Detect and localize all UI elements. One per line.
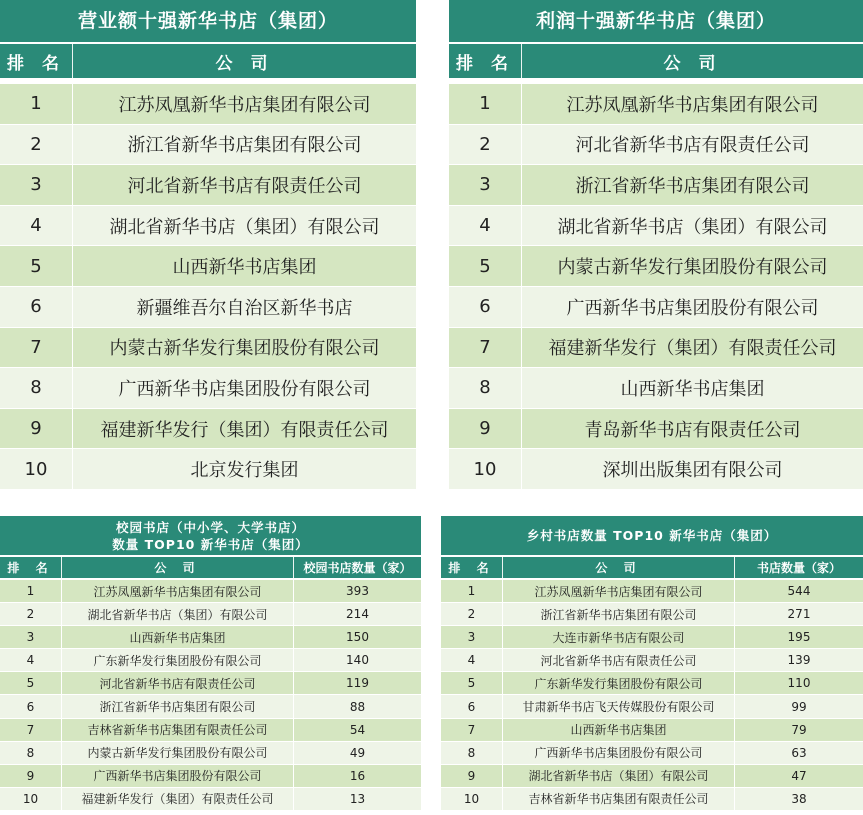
table-row [449, 409, 863, 450]
rank-cell: 6 [0, 695, 62, 717]
campus-title-line1: 校园书店（中小学、大学书店） [115, 520, 305, 535]
rank-cell: 3 [0, 165, 73, 205]
company-cell: 江苏凤凰新华书店集团有限公司 [503, 580, 735, 602]
company-cell: 湖北省新华书店（集团）有限公司 [109, 216, 380, 238]
table-row [449, 246, 863, 287]
company-cell: 新疆维吾尔自治区新华书店 [136, 297, 353, 319]
table-row [0, 719, 421, 742]
table-row [0, 695, 421, 718]
company-cell: 山西新华书店集团 [503, 719, 735, 741]
rank-cell: 5 [0, 672, 62, 694]
table-row [0, 603, 421, 626]
rank-cell: 7 [449, 328, 522, 368]
table-row [0, 368, 416, 409]
count-cell: 139 [787, 653, 811, 668]
count-header: 书店数量（家） [756, 561, 841, 575]
rank-cell: 3 [441, 626, 503, 648]
company-cell: 江苏凤凰新华书店集团有限公司 [566, 94, 819, 116]
rank-cell: 6 [441, 695, 503, 717]
rank-cell: 10 [441, 788, 503, 810]
company-header: 公 司 [215, 53, 274, 74]
count-cell: 119 [346, 676, 369, 691]
rank-cell: 4 [441, 649, 503, 671]
rural-table-header [441, 555, 863, 578]
company-cell: 青岛新华书店有限责任公司 [584, 419, 801, 441]
count-cell: 54 [349, 722, 366, 737]
count-cell: 47 [791, 768, 807, 783]
company-cell: 内蒙古新华发行集团股份有限公司 [62, 742, 294, 764]
company-cell: 广西新华书店集团股份有限公司 [118, 378, 371, 400]
rank-cell: 8 [449, 368, 522, 408]
count-cell: 88 [349, 699, 366, 714]
count-cell: 63 [791, 745, 807, 760]
table-row [441, 649, 863, 672]
table-row [449, 368, 863, 409]
table-row [0, 649, 421, 672]
company-cell: 江苏凤凰新华书店集团有限公司 [62, 580, 294, 602]
count-cell: 393 [346, 584, 369, 599]
company-cell: 北京发行集团 [190, 460, 299, 482]
table-row [0, 788, 421, 811]
company-header: 公 司 [503, 557, 735, 578]
count-header: 校园书店数量（家） [303, 561, 412, 575]
company-cell: 甘肃新华书店飞天传媒股份有限公司 [503, 695, 735, 717]
table-row [0, 580, 421, 603]
rank-cell: 1 [0, 580, 62, 602]
revenue-table-body [0, 84, 416, 490]
table-row [441, 626, 863, 649]
rank-cell: 1 [0, 84, 73, 124]
rank-cell: 2 [0, 603, 62, 625]
profit-top10-table [449, 0, 863, 490]
company-cell: 河北省新华书店有限责任公司 [575, 135, 810, 157]
rank-cell: 2 [441, 603, 503, 625]
rank-cell: 10 [449, 449, 522, 489]
table-row [441, 695, 863, 718]
count-cell: 214 [346, 607, 369, 622]
table-row [449, 165, 863, 206]
rank-cell: 1 [441, 580, 503, 602]
table-row [441, 603, 863, 626]
rank-cell: 7 [0, 719, 62, 741]
count-cell: 195 [787, 630, 811, 645]
company-cell: 湖北省新华书店（集团）有限公司 [62, 603, 294, 625]
rank-cell: 6 [0, 287, 73, 327]
table-row [449, 125, 863, 166]
count-cell: 13 [349, 791, 366, 806]
table-row [0, 246, 416, 287]
rank-cell: 4 [0, 649, 62, 671]
company-cell: 广东新华发行集团股份有限公司 [62, 649, 294, 671]
rank-cell: 10 [0, 788, 62, 810]
table-row [449, 328, 863, 369]
rank-cell: 2 [449, 125, 522, 165]
company-cell: 广西新华书店集团股份有限公司 [503, 742, 735, 764]
table-row [449, 206, 863, 247]
rank-cell: 10 [0, 449, 73, 489]
company-cell: 山西新华书店集团 [620, 378, 765, 400]
company-cell: 吉林省新华书店集团有限责任公司 [62, 719, 294, 741]
revenue-table-title: 营业额十强新华书店（集团） [0, 0, 416, 42]
company-cell: 江苏凤凰新华书店集团有限公司 [118, 94, 371, 116]
company-cell: 山西新华书店集团 [172, 257, 317, 279]
company-cell: 福建新华发行（集团）有限责任公司 [62, 788, 294, 810]
table-row [0, 287, 416, 328]
profit-table-title: 利润十强新华书店（集团） [449, 0, 863, 42]
rank-cell: 9 [441, 765, 503, 787]
count-cell: 49 [349, 745, 366, 760]
company-cell: 内蒙古新华发行集团股份有限公司 [557, 257, 828, 279]
company-cell: 广西新华书店集团股份有限公司 [62, 765, 294, 787]
company-cell: 深圳出版集团有限公司 [602, 460, 783, 482]
rural-top10-table [441, 516, 863, 811]
company-cell: 内蒙古新华发行集团股份有限公司 [109, 338, 380, 360]
rank-cell: 5 [449, 246, 522, 286]
count-cell: 99 [791, 699, 807, 714]
table-row [449, 84, 863, 125]
company-cell: 湖北省新华书店（集团）有限公司 [503, 765, 735, 787]
table-row [0, 409, 416, 450]
rank-header: 排 名 [449, 44, 522, 78]
count-cell: 38 [791, 791, 807, 806]
rank-cell: 2 [0, 125, 73, 165]
company-cell: 河北省新华书店有限责任公司 [127, 175, 362, 197]
company-cell: 福建新华发行（集团）有限责任公司 [100, 419, 389, 441]
table-row [0, 328, 416, 369]
count-cell: 79 [791, 722, 807, 737]
rank-header: 排 名 [0, 44, 73, 78]
table-row [441, 765, 863, 788]
company-cell: 河北省新华书店有限责任公司 [503, 649, 735, 671]
rank-cell: 3 [449, 165, 522, 205]
rank-cell: 5 [441, 672, 503, 694]
campus-table-body [0, 580, 421, 811]
table-row [441, 580, 863, 603]
company-header: 公 司 [663, 53, 722, 74]
company-cell: 福建新华发行（集团）有限责任公司 [548, 338, 837, 360]
profit-table-header [449, 42, 863, 78]
rank-cell: 1 [449, 84, 522, 124]
rank-cell: 4 [449, 206, 522, 246]
company-cell: 浙江省新华书店集团有限公司 [575, 175, 810, 197]
table-row [0, 765, 421, 788]
table-row [0, 84, 416, 125]
campus-title-line2: 数量 TOP10 新华书店（集团） [112, 537, 309, 552]
rank-header: 排 名 [0, 557, 62, 578]
company-cell: 浙江省新华书店集团有限公司 [62, 695, 294, 717]
count-cell: 271 [787, 607, 811, 622]
rank-cell: 3 [0, 626, 62, 648]
company-cell: 广东新华发行集团股份有限公司 [503, 672, 735, 694]
profit-table-body [449, 84, 863, 490]
rural-table-body [441, 580, 863, 811]
rank-cell: 9 [0, 765, 62, 787]
table-row [441, 788, 863, 811]
company-cell: 湖北省新华书店（集团）有限公司 [557, 216, 828, 238]
revenue-table-header [0, 42, 416, 78]
table-row [0, 206, 416, 247]
company-cell: 大连市新华书店有限公司 [503, 626, 735, 648]
rank-cell: 6 [449, 287, 522, 327]
company-cell: 浙江省新华书店集团有限公司 [127, 135, 362, 157]
company-cell: 浙江省新华书店集团有限公司 [503, 603, 735, 625]
rank-cell: 7 [441, 719, 503, 741]
campus-top10-table [0, 516, 421, 811]
company-cell: 河北省新华书店有限责任公司 [62, 672, 294, 694]
rural-table-title: 乡村书店数量 TOP10 新华书店（集团） [441, 516, 863, 555]
rank-cell: 4 [0, 206, 73, 246]
rank-cell: 8 [0, 742, 62, 764]
count-cell: 16 [349, 768, 366, 783]
table-row [0, 125, 416, 166]
table-row [449, 287, 863, 328]
rank-cell: 9 [449, 409, 522, 449]
count-cell: 110 [787, 676, 811, 691]
rank-cell: 5 [0, 246, 73, 286]
table-row [0, 165, 416, 206]
table-row [449, 449, 863, 490]
company-cell: 山西新华书店集团 [62, 626, 294, 648]
company-cell: 吉林省新华书店集团有限责任公司 [503, 788, 735, 810]
rank-cell: 9 [0, 409, 73, 449]
count-cell: 140 [346, 653, 369, 668]
campus-table-title [0, 516, 421, 555]
company-header: 公 司 [62, 557, 294, 578]
rank-header: 排 名 [441, 557, 503, 578]
table-row [441, 672, 863, 695]
table-row [0, 626, 421, 649]
table-row [441, 719, 863, 742]
count-cell: 544 [787, 584, 811, 599]
count-cell: 150 [346, 630, 369, 645]
rank-cell: 8 [0, 368, 73, 408]
table-row [0, 672, 421, 695]
table-row [441, 742, 863, 765]
rank-cell: 7 [0, 328, 73, 368]
campus-table-header [0, 555, 421, 578]
table-row [0, 449, 416, 490]
rank-cell: 8 [441, 742, 503, 764]
table-row [0, 742, 421, 765]
company-cell: 广西新华书店集团股份有限公司 [566, 297, 819, 319]
revenue-top10-table [0, 0, 416, 490]
